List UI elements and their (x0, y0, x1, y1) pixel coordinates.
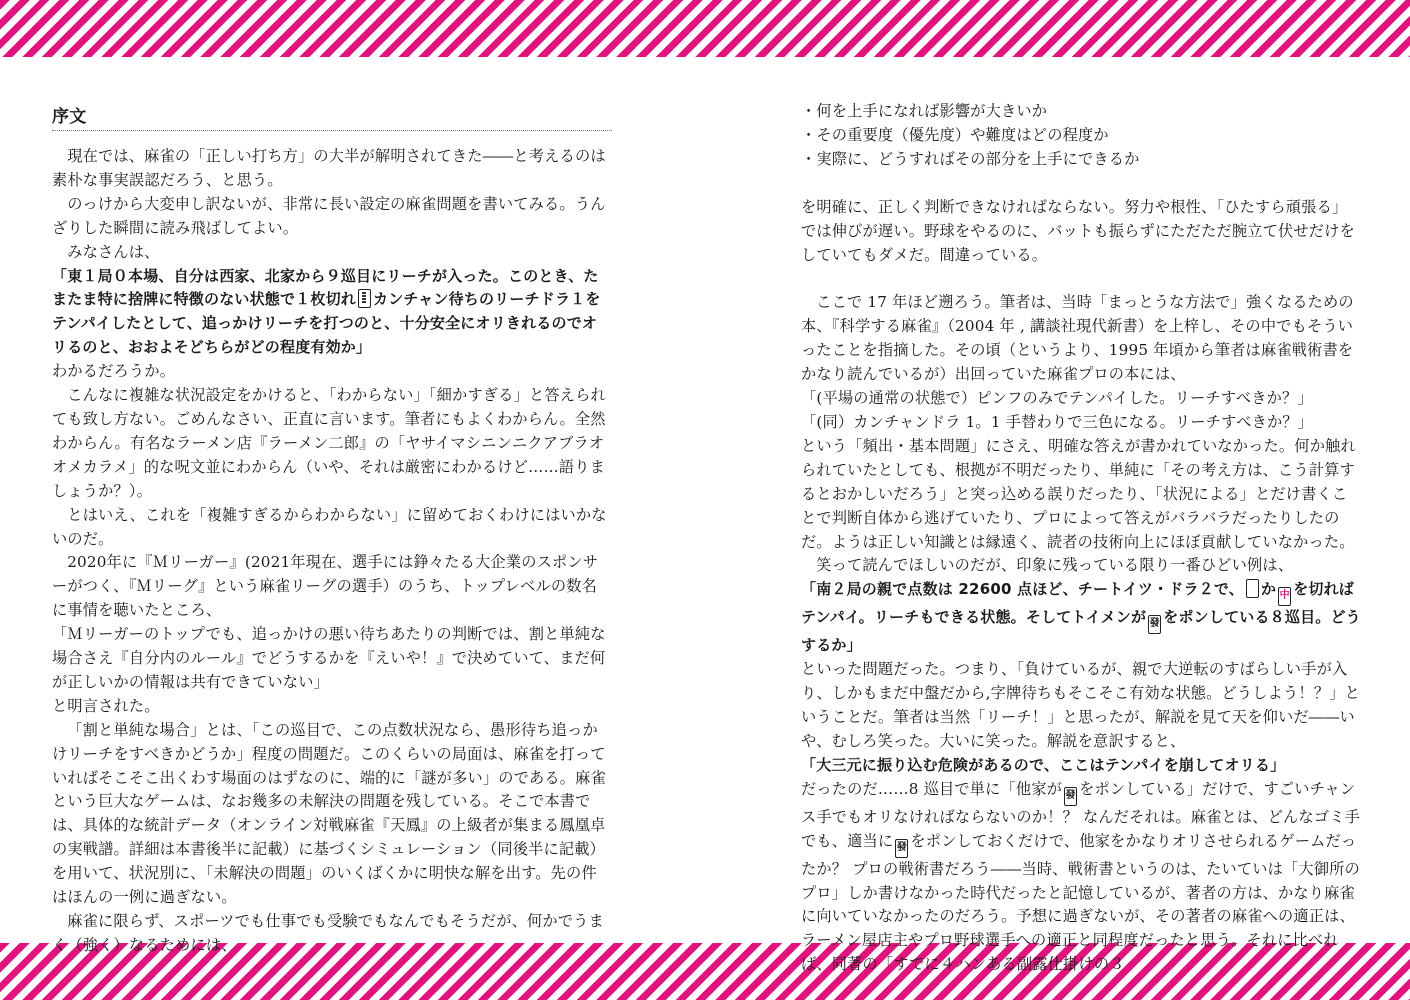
green-dragon-tile-icon: 發 (1064, 787, 1077, 806)
paragraph: と明言された。 (52, 696, 160, 715)
bullet-item: ・その重要度（優先度）や難度はどの程度か (801, 125, 1109, 144)
green-dragon-tile-icon: 發 (1148, 615, 1161, 634)
quote-text: カンチャン待ちのリーチドラ１をテンパイしたとして、追っかけリーチを打つのと、十分安全にオリきれるのでオリるのと、おおよそどちらがどの程度有効か」 (52, 290, 601, 357)
quote-text: 「南２局の親で点数は 22600 点ほど、チートイツ・ドラ２で、 (801, 580, 1244, 599)
paragraph: 2020年に『Ｍリーガー』(2021年現在、選手には錚々たる大企業のスポンサーがつく、『Ｍリーグ』という麻雀リーグの選手）のうち、トップレベルの数名に事情を聴いたところ、 (52, 553, 599, 620)
quote-paragraph: 「Ｍリーガーのトップでも、追っかけの悪い待ちあたりの判断では、割と単純な場合さえ『自分内のルール』でどうするかを『えいや！』で決めていて、まだ何が正しいかの情報は共有できていない」 (52, 625, 606, 691)
paragraph: という「頻出・基本問題」にさえ、明確な答えが書かれていなかった。何か触れられていたとしても、根拠が不明だったり、単純に「その考え方は、こう計算するとおかしいだろう」と突っ込める誤りだったり、「状況による」とだけ書くことで判断自体から逃げていたり、プロによって答えがバラバラだったりしたのだ。ようは正しい知識とは縁遠く、読者の技術向上にほぼ貢献していなかった。 (801, 436, 1356, 551)
spacer (801, 267, 1361, 291)
paragraph: 麻雀に限らず、スポーツでも仕事でも受験でもなんでもそうだが、何かでうまく（強く）なるためには、 (52, 912, 604, 954)
quoted-problem (52, 265, 612, 361)
red-dragon-tile-icon: 中 (1278, 587, 1291, 606)
paragraph: とはいえ、これを「複雑すぎるからわからない」に留めておくわけにはいかないのだ。 (52, 505, 607, 548)
quote-text: をポンしている８巡目。どうするか」 (801, 608, 1361, 655)
paragraph: 「割と単純な場合」とは、「この巡目で、この点数状況なら、愚形待ち追っかけリーチをすべきかどうか」程度の問題だ。このくらいの局面は、麻雀を打っていればそこそこ出くわす場面のはずなのに、端的に「謎が多い」のである。麻雀という巨大なゲームは、なお幾多の未解決の問題を残している。そこで本書では、具体的な統計データ（オンライン対戦麻雀『天鳳』の上級者が集まる鳳凰卓の実戦譜。詳細は本書後半に記載）に基づくシミュレーション（同後半に記載）を用いて、状況別に、「未解決の問題」のいくばくかに明快な解を出す。先の件はほんの一例に過ぎない。 (52, 720, 606, 907)
paragraph: 笑って読んでほしいのだが、印象に残っている限り一番ひどい例は、 (816, 556, 1294, 575)
paragraph: わかるだろうか。 (52, 362, 176, 381)
paragraph-text: だったのだ……8 巡目で単に「他家が (801, 779, 1063, 798)
quote-text: 「東１局０本場、自分は西家、北家から９巡目にリーチが入った。このとき、たまたま特に捨牌に特徴のない状態で１枚切れ (52, 266, 599, 309)
top-stripe-band (0, 0, 1410, 57)
paragraph: こんなに複雑な状況設定をかけると、「わからない」「細かすぎる」と答えられても致し方ない。ごめんなさい、正直に言います。筆者にもよくわからん。全然わからん。有名なラーメン店『ラーメン二郎』の「ヤサイマシニンニクアブラオオメカラメ」的な呪文並にわからん（いや、それは厳密にわかるけど……語りましょうか？）。 (52, 386, 606, 500)
quote-text: か (1260, 580, 1277, 599)
paragraph (801, 778, 1361, 977)
quote-text: を切ればテンパイ。リーチもできる状態。そしてトイメンが (801, 580, 1354, 627)
green-dragon-tile-icon: 發 (895, 839, 908, 858)
bullet-item: ・実際に、どうすればその部分を上手にできるか (801, 149, 1140, 168)
white-dragon-tile-icon (1246, 579, 1259, 598)
quoted-problem (801, 578, 1361, 658)
section-title: 序文 (52, 100, 612, 131)
quote-line: 「(平場の通常の状態で）ピンフのみでテンパイした。リーチすべきか？」 (801, 389, 1313, 408)
paragraph-text: をポンしておくだけで、他家をかなりオリさせられるゲームだったか？ プロの戦術書だろう――当時、戦術書というのは、たいていは「大御所のプロ」しか書けなかった時代だったと記憶しているが、著者の方は、かなり麻雀に向いていなかったのだろう。予想に過ぎないが、その著者の麻雀への適正は、ラーメン屋店主やプロ野球選手への適正と同程度だったと思う。それに比べれば、同著の「すでに４ハンある副露仕掛けの３ (801, 831, 1360, 974)
right-page (801, 100, 1361, 977)
spacer (801, 172, 1361, 196)
quoted-answer: 「大三元に振り込む危険があるので、ここはテンパイを崩してオリる」 (801, 755, 1286, 774)
paragraph: みなさんは、 (67, 242, 160, 261)
paragraph: といった問題だった。つまり、「負けているが、親で大逆転のすばらしい手が入り、しかもまだ中盤だから,字牌待ちもそこそこ有効な状態。どうしよう！？」ということだ。筆者は当然「リーチ！」と思ったが、解説を見て天を仰いだ――いや、むしろ笑った。大いに笑った。解説を意訳すると、 (801, 660, 1360, 750)
mahjong-tile-icon (358, 289, 371, 308)
paragraph-text: をポンしている」だけで、すごいチャンス手でもオリなければならないのか！？ なんだそれは。麻雀とは、どんなゴミ手でも、適当に (801, 779, 1360, 850)
paragraph: ここで 17 年ほど遡ろう。筆者は、当時「まっとうな方法で」強くなるための本、『科学する麻雀』（2004 年 , 講談社現代新書）を上梓し、その中でもそういったことを指摘した。その頃（というより、1995 年頃から筆者は麻雀戦術書をかなり読んでいるが）出回っていた麻雀プロの本には、 (801, 293, 1354, 384)
bullet-item: ・何を上手になれば影響が大きいか (801, 102, 1048, 120)
paragraph: を明確に、正しく判断できなければならない。努力や根性、「ひたすら頑張る」では伸びが遅い。野球をやるのに、バットも振らずにただただ腕立て伏せだけをしていてもダメだ。間違っている。 (801, 197, 1355, 264)
paragraph: のっけから大変申し訳ないが、非常に長い設定の麻雀問題を書いてみる。うんざりした瞬間に読み飛ばしてよい。 (52, 194, 606, 237)
quote-line: 「(同）カンチャンドラ 1。1 手替わりで三色になる。リーチすべきか？」 (801, 412, 1314, 431)
left-page (52, 100, 612, 958)
paragraph: 現在では、麻雀の「正しい打ち方」の大半が解明されてきた――と考えるのは素朴な事実誤認だろう、と思う。 (52, 147, 606, 189)
